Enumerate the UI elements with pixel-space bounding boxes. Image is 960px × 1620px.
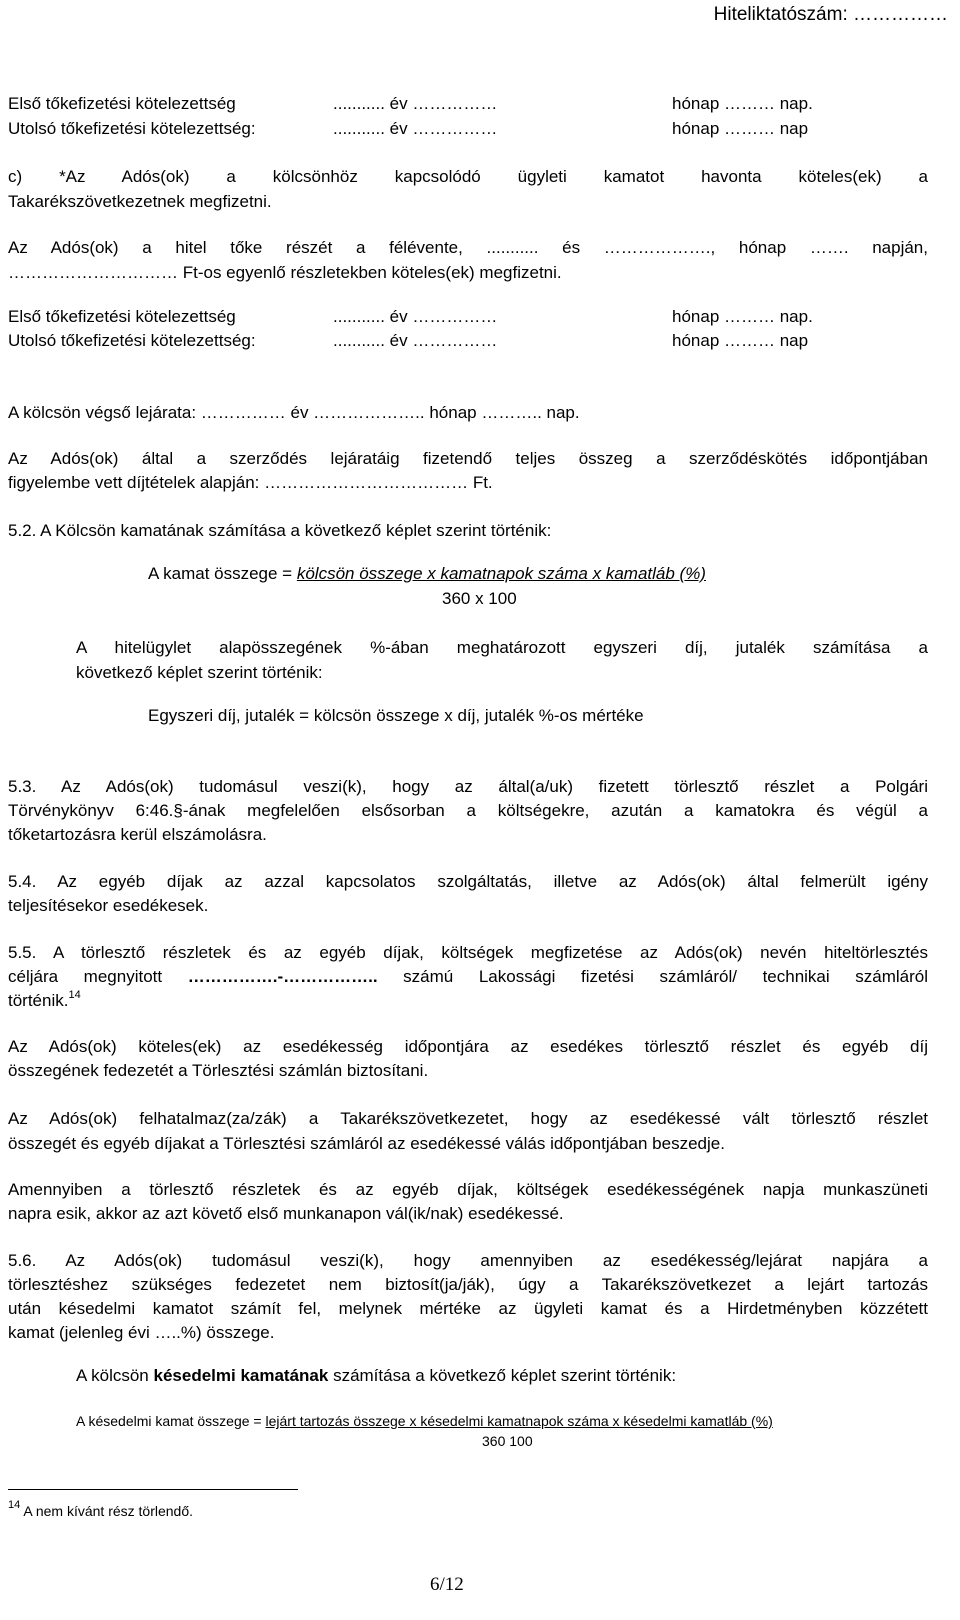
account-number-placeholder: …………….-…………….. [187, 967, 378, 986]
late-interest-post: számítása a következő képlet szerint történik: [328, 1366, 677, 1385]
fee-line-1: A hitelügylet alapösszegének %-ában meghatározott egyszeri díj, jutalék számítása a [76, 638, 928, 657]
auth-line-1: Az Adós(ok) felhatalmaz(za/zák) a Takarékszövetkezetet, hogy az esedékessé vált törlesztő részlet [8, 1109, 928, 1128]
last-payment-month-day: hónap ……… nap [672, 119, 809, 138]
final-maturity: A kölcsön végső lejárata: …………… év ……………….. hónap ……….. nap. [8, 403, 580, 422]
section-5-6-line-1: 5.6. Az Adós(ok) tudomásul veszi(k), hogy amennyiben az esedékesség/lejárat napjára a [8, 1251, 928, 1270]
footnote [8, 1499, 194, 1519]
late-interest-pre: A kölcsön [76, 1366, 154, 1385]
interest-formula [148, 564, 706, 584]
section-5-4-line-2: teljesítésekor esedékesek. [8, 896, 209, 915]
interest-formula-denominator: 360 x 100 [442, 589, 517, 608]
half-year-line-2: ………………………… Ft-os egyenlő részletekben köteles(ek) megfizetni. [8, 263, 562, 282]
section-5-3-line-1: 5.3. Az Adós(ok) tudomásul veszi(k), hogy az által(a/uk) fizetett törlesztő részlet a Polgári [8, 777, 928, 796]
last-payment-label-2: Utolsó tőkefizetési kötelezettség: [8, 331, 256, 350]
late-interest-bold: késedelmi kamatának [153, 1366, 329, 1385]
last-payment-label: Utolsó tőkefizetési kötelezettség: [8, 119, 256, 138]
half-year-line-1: Az Adós(ok) a hitel tőke részét a félévente, ........... és ………………., hónap ……. napján, [8, 238, 928, 257]
interest-formula-numerator: kölcsön összege x kamatnapok száma x kamatláb (%) [296, 564, 706, 583]
section-5-5-line-1: 5.5. A törlesztő részletek és az egyéb díjak, költségek megfizetése az Adós(ok) nevén hiteltörlesztés [8, 943, 928, 962]
first-payment-year: ........... év …………… [333, 94, 498, 113]
footnote-text: A nem kívánt rész törlendő. [23, 1503, 194, 1519]
footnote-ref-14: 14 [68, 989, 81, 1001]
section-5-5-line-2-post: számú Lakossági fizetési számláról/ technikai számláról [377, 967, 929, 986]
holiday-line-1: Amennyiben a törlesztő részletek és az egyéb díjak, költségek esedékességének napja munkaszüneti [8, 1180, 928, 1199]
footnote-separator [8, 1489, 298, 1490]
last-payment-year: ........... év …………… [333, 119, 498, 138]
section-5-5-line-2-pre: céljára megnyitott [8, 967, 188, 986]
first-payment-label-2: Első tőkefizetési kötelezettség [8, 307, 236, 326]
late-interest-formula-prefix: A késedelmi kamat összege = [76, 1413, 266, 1429]
interest-formula-prefix: A kamat összege = [148, 564, 297, 583]
header-reference: Hiteliktatószám: …………… [713, 4, 948, 25]
total-amount-line-1: Az Adós(ok) által a szerződés lejáratáig fizetendő teljes összeg a szerződéskötés időpontjában [8, 449, 928, 468]
total-amount-line-2: figyelembe vett díjtételek alapján: ……………………………… Ft. [8, 473, 493, 492]
section-5-5-line-2 [8, 964, 928, 989]
section-5-4-line-1: 5.4. Az egyéb díjak az azzal kapcsolatos szolgáltatás, illetve az Adós(ok) által felmerült igény [8, 872, 928, 891]
late-interest-intro [76, 1366, 676, 1386]
interest-monthly-line-1: c) *Az Adós(ok) a kölcsönhöz kapcsolódó ügyleti kamatot havonta köteles(ek) a [8, 167, 928, 186]
first-payment-month-day-2: hónap ……… nap. [672, 307, 813, 326]
section-5-6-line-3: után késedelmi kamatot számít fel, melynek mértéke az ügyleti kamat és a Hirdetményben közzétett [8, 1299, 928, 1318]
holiday-line-2: napra esik, akkor az azt követő első munkanapon vál(ik/nak) esedékessé. [8, 1204, 564, 1223]
first-payment-month-day: hónap ……… nap. [672, 94, 813, 113]
section-5-6-line-2: törlesztéshez szükséges fedezetet nem biztosít(ja/ják), úgy a Takarékszövetkezet a lejárt tartozás [8, 1275, 928, 1294]
due-line-1: Az Adós(ok) köteles(ek) az esedékesség időpontjára az esedékes törlesztő részlet és egyéb díj [8, 1037, 928, 1056]
fee-line-2: következő képlet szerint történik: [76, 663, 323, 682]
fee-formula: Egyszeri díj, jutalék = kölcsön összege x díj, jutalék %-os mértéke [148, 706, 644, 725]
late-interest-formula [76, 1413, 773, 1429]
section-5-5-line-3-text: történik. [8, 991, 69, 1010]
section-5-5-line-3 [8, 988, 928, 1013]
due-line-2: összegének fedezetét a Törlesztési számlán biztosítani. [8, 1061, 429, 1080]
page-number: 6/12 [430, 1574, 464, 1595]
section-5-3-line-3: tőketartozásra kerül elszámolásra. [8, 825, 267, 844]
section-5-3-line-2: Törvénykönyv 6:46.§-ának megfelelően elsősorban a költségekre, azután a kamatokra és végül a [8, 801, 928, 820]
section-5-6-line-4: kamat (jelenleg évi …..%) összege. [8, 1323, 275, 1342]
footnote-number: 14 [8, 1499, 21, 1511]
auth-line-2: összegét és egyéb díjakat a Törlesztési számláról az esedékessé válás időpontjában beszedje. [8, 1134, 725, 1153]
last-payment-month-day-2: hónap ……… nap [672, 331, 809, 350]
interest-monthly-line-2: Takarékszövetkezetnek megfizetni. [8, 192, 272, 211]
late-interest-formula-denominator: 360 100 [482, 1433, 533, 1449]
late-interest-formula-numerator: lejárt tartozás összege x késedelmi kamatnapok száma x késedelmi kamatláb (%) [265, 1413, 773, 1429]
last-payment-year-2: ........... év …………… [333, 331, 498, 350]
section-5-2-heading: 5.2. A Kölcsön kamatának számítása a következő képlet szerint történik: [8, 521, 552, 540]
first-payment-label: Első tőkefizetési kötelezettség [8, 94, 236, 113]
first-payment-year-2: ........... év …………… [333, 307, 498, 326]
